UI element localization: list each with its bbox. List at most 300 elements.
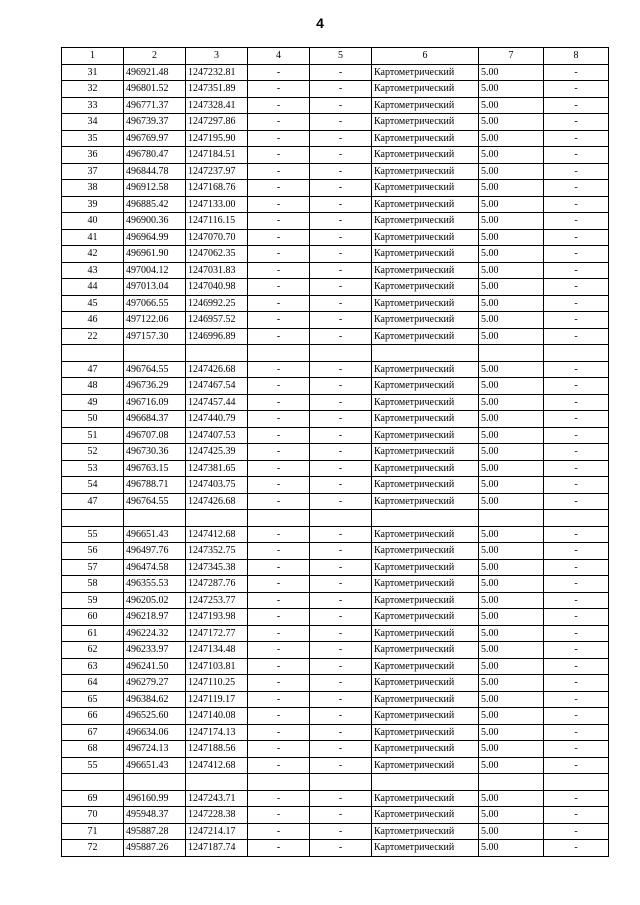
- x-coordinate-cell: 496780.47: [124, 147, 186, 164]
- x-coordinate-cell: 496205.02: [124, 592, 186, 609]
- col5-cell: -: [310, 147, 372, 164]
- point-number-cell: 59: [62, 592, 124, 609]
- x-coordinate-cell: 495887.26: [124, 840, 186, 857]
- col4-cell: -: [248, 790, 310, 807]
- y-coordinate-cell: 1247426.68: [186, 493, 248, 510]
- col8-cell: -: [544, 576, 609, 593]
- col5-cell: -: [310, 213, 372, 230]
- method-cell: Картометрический: [372, 262, 479, 279]
- col5-cell: -: [310, 658, 372, 675]
- x-coordinate-cell: 496279.27: [124, 675, 186, 692]
- col4-cell: -: [248, 279, 310, 296]
- y-coordinate-cell: 1247440.79: [186, 411, 248, 428]
- col8-cell: -: [544, 328, 609, 345]
- y-coordinate-cell: 1246996.89: [186, 328, 248, 345]
- x-coordinate-cell: 497066.55: [124, 295, 186, 312]
- col5-cell: -: [310, 609, 372, 626]
- method-cell: Картометрический: [372, 757, 479, 774]
- col5-cell: -: [310, 493, 372, 510]
- accuracy-cell: 5.00: [479, 807, 544, 824]
- method-cell: Картометрический: [372, 840, 479, 857]
- y-coordinate-cell: 1247172.77: [186, 625, 248, 642]
- point-number-cell: 38: [62, 180, 124, 197]
- column-header: 5: [310, 48, 372, 65]
- accuracy-cell: 5.00: [479, 823, 544, 840]
- col8-cell: -: [544, 493, 609, 510]
- table-row: [62, 262, 609, 279]
- y-coordinate-cell: 1247412.68: [186, 526, 248, 543]
- col5-cell: -: [310, 576, 372, 593]
- accuracy-cell: 5.00: [479, 576, 544, 593]
- method-cell: Картометрический: [372, 460, 479, 477]
- y-coordinate-cell: 1247187.74: [186, 840, 248, 857]
- col4-cell: -: [248, 147, 310, 164]
- y-coordinate-cell: 1247110.25: [186, 675, 248, 692]
- table-row: [62, 279, 609, 296]
- point-number-cell: 55: [62, 757, 124, 774]
- accuracy-cell: 5.00: [479, 411, 544, 428]
- point-number-cell: 35: [62, 130, 124, 147]
- method-cell: Картометрический: [372, 691, 479, 708]
- column-header: 2: [124, 48, 186, 65]
- col8-cell: -: [544, 477, 609, 494]
- y-coordinate-cell: 1247119.17: [186, 691, 248, 708]
- accuracy-cell: 5.00: [479, 840, 544, 857]
- point-number-cell: 43: [62, 262, 124, 279]
- col8-cell: [544, 774, 609, 791]
- col4-cell: [248, 510, 310, 527]
- accuracy-cell: 5.00: [479, 312, 544, 329]
- y-coordinate-cell: 1247381.65: [186, 460, 248, 477]
- point-number-cell: 33: [62, 97, 124, 114]
- method-cell: Картометрический: [372, 807, 479, 824]
- table-row: [62, 97, 609, 114]
- table-row: [62, 559, 609, 576]
- accuracy-cell: 5.00: [479, 609, 544, 626]
- coordinates-table: [61, 47, 609, 857]
- point-number-cell: 69: [62, 790, 124, 807]
- method-cell: Картометрический: [372, 576, 479, 593]
- point-number-cell: 62: [62, 642, 124, 659]
- accuracy-cell: 5.00: [479, 328, 544, 345]
- point-number-cell: 48: [62, 378, 124, 395]
- col4-cell: -: [248, 460, 310, 477]
- col4-cell: -: [248, 840, 310, 857]
- method-cell: [372, 345, 479, 362]
- table-row: [62, 114, 609, 131]
- col8-cell: -: [544, 81, 609, 98]
- col8-cell: -: [544, 675, 609, 692]
- col5-cell: -: [310, 543, 372, 560]
- point-number-cell: 65: [62, 691, 124, 708]
- method-cell: Картометрический: [372, 246, 479, 263]
- col4-cell: -: [248, 708, 310, 725]
- col4-cell: -: [248, 625, 310, 642]
- col4-cell: -: [248, 741, 310, 758]
- point-number-cell: 32: [62, 81, 124, 98]
- table-row: [62, 658, 609, 675]
- col4-cell: -: [248, 427, 310, 444]
- point-number-cell: 37: [62, 163, 124, 180]
- point-number-cell: [62, 774, 124, 791]
- y-coordinate-cell: 1246957.52: [186, 312, 248, 329]
- table-row: [62, 427, 609, 444]
- col4-cell: -: [248, 229, 310, 246]
- method-cell: Картометрический: [372, 97, 479, 114]
- col4-cell: -: [248, 658, 310, 675]
- y-coordinate-cell: 1247140.08: [186, 708, 248, 725]
- method-cell: Картометрический: [372, 559, 479, 576]
- x-coordinate-cell: 496634.06: [124, 724, 186, 741]
- method-cell: Картометрический: [372, 81, 479, 98]
- accuracy-cell: 5.00: [479, 741, 544, 758]
- y-coordinate-cell: 1247426.68: [186, 361, 248, 378]
- x-coordinate-cell: 496707.08: [124, 427, 186, 444]
- y-coordinate-cell: 1247134.48: [186, 642, 248, 659]
- point-number-cell: 45: [62, 295, 124, 312]
- table-row: [62, 64, 609, 81]
- method-cell: Картометрический: [372, 493, 479, 510]
- col4-cell: [248, 345, 310, 362]
- method-cell: Картометрический: [372, 675, 479, 692]
- point-number-cell: 70: [62, 807, 124, 824]
- table-body: [62, 48, 609, 857]
- point-number-cell: 61: [62, 625, 124, 642]
- col4-cell: -: [248, 361, 310, 378]
- col5-cell: -: [310, 675, 372, 692]
- table-row: [62, 543, 609, 560]
- table-row: [62, 246, 609, 263]
- col8-cell: -: [544, 180, 609, 197]
- method-cell: Картометрический: [372, 295, 479, 312]
- accuracy-cell: 5.00: [479, 477, 544, 494]
- y-coordinate-cell: 1247243.71: [186, 790, 248, 807]
- accuracy-cell: 5.00: [479, 81, 544, 98]
- accuracy-cell: 5.00: [479, 543, 544, 560]
- col4-cell: -: [248, 64, 310, 81]
- method-cell: Картометрический: [372, 642, 479, 659]
- col5-cell: -: [310, 114, 372, 131]
- col5-cell: -: [310, 741, 372, 758]
- col4-cell: -: [248, 823, 310, 840]
- x-coordinate-cell: 496801.52: [124, 81, 186, 98]
- col4-cell: -: [248, 724, 310, 741]
- col5-cell: -: [310, 840, 372, 857]
- method-cell: Картометрический: [372, 427, 479, 444]
- accuracy-cell: 5.00: [479, 130, 544, 147]
- table-row: [62, 295, 609, 312]
- accuracy-cell: 5.00: [479, 196, 544, 213]
- accuracy-cell: 5.00: [479, 592, 544, 609]
- x-coordinate-cell: 496384.62: [124, 691, 186, 708]
- col8-cell: -: [544, 642, 609, 659]
- x-coordinate-cell: 496651.43: [124, 757, 186, 774]
- accuracy-cell: 5.00: [479, 427, 544, 444]
- y-coordinate-cell: 1247328.41: [186, 97, 248, 114]
- table-row: [62, 213, 609, 230]
- method-cell: Картометрический: [372, 312, 479, 329]
- accuracy-cell: 5.00: [479, 114, 544, 131]
- method-cell: Картометрический: [372, 543, 479, 560]
- accuracy-cell: 5.00: [479, 361, 544, 378]
- table-row: [62, 229, 609, 246]
- point-number-cell: 53: [62, 460, 124, 477]
- method-cell: Картометрический: [372, 790, 479, 807]
- col4-cell: -: [248, 477, 310, 494]
- col5-cell: -: [310, 196, 372, 213]
- table-row: [62, 708, 609, 725]
- col8-cell: -: [544, 427, 609, 444]
- accuracy-cell: [479, 774, 544, 791]
- accuracy-cell: 5.00: [479, 658, 544, 675]
- y-coordinate-cell: 1247345.38: [186, 559, 248, 576]
- col8-cell: -: [544, 163, 609, 180]
- table-row: [62, 444, 609, 461]
- table-row: [62, 163, 609, 180]
- y-coordinate-cell: 1247133.00: [186, 196, 248, 213]
- y-coordinate-cell: 1247297.86: [186, 114, 248, 131]
- col5-cell: -: [310, 262, 372, 279]
- method-cell: [372, 510, 479, 527]
- method-cell: Картометрический: [372, 625, 479, 642]
- col5-cell: -: [310, 246, 372, 263]
- x-coordinate-cell: 496233.97: [124, 642, 186, 659]
- y-coordinate-cell: 1247425.39: [186, 444, 248, 461]
- col5-cell: -: [310, 295, 372, 312]
- accuracy-cell: 5.00: [479, 460, 544, 477]
- col4-cell: -: [248, 378, 310, 395]
- col4-cell: -: [248, 328, 310, 345]
- method-cell: Картометрический: [372, 444, 479, 461]
- col4-cell: -: [248, 411, 310, 428]
- x-coordinate-cell: 496764.55: [124, 493, 186, 510]
- y-coordinate-cell: 1247467.54: [186, 378, 248, 395]
- point-number-cell: 52: [62, 444, 124, 461]
- x-coordinate-cell: 496961.90: [124, 246, 186, 263]
- col8-cell: -: [544, 130, 609, 147]
- x-coordinate-cell: [124, 510, 186, 527]
- col5-cell: -: [310, 97, 372, 114]
- col5-cell: -: [310, 444, 372, 461]
- y-coordinate-cell: 1247040.98: [186, 279, 248, 296]
- point-number-cell: 47: [62, 493, 124, 510]
- col8-cell: -: [544, 559, 609, 576]
- x-coordinate-cell: 496241.50: [124, 658, 186, 675]
- col5-cell: -: [310, 757, 372, 774]
- table-row: [62, 361, 609, 378]
- col8-cell: -: [544, 460, 609, 477]
- col5-cell: -: [310, 807, 372, 824]
- col8-cell: -: [544, 246, 609, 263]
- table-row: [62, 81, 609, 98]
- x-coordinate-cell: 496912.58: [124, 180, 186, 197]
- x-coordinate-cell: 496224.32: [124, 625, 186, 642]
- table-row: [62, 526, 609, 543]
- y-coordinate-cell: 1247184.51: [186, 147, 248, 164]
- column-header: 4: [248, 48, 310, 65]
- column-header: 8: [544, 48, 609, 65]
- y-coordinate-cell: 1247103.81: [186, 658, 248, 675]
- col5-cell: -: [310, 427, 372, 444]
- col8-cell: -: [544, 262, 609, 279]
- x-coordinate-cell: 497013.04: [124, 279, 186, 296]
- col5-cell: -: [310, 460, 372, 477]
- col8-cell: -: [544, 823, 609, 840]
- col4-cell: [248, 774, 310, 791]
- col5-cell: -: [310, 477, 372, 494]
- method-cell: Картометрический: [372, 378, 479, 395]
- col4-cell: -: [248, 757, 310, 774]
- col8-cell: -: [544, 724, 609, 741]
- col5-cell: -: [310, 312, 372, 329]
- col4-cell: -: [248, 807, 310, 824]
- accuracy-cell: [479, 510, 544, 527]
- accuracy-cell: 5.00: [479, 394, 544, 411]
- accuracy-cell: [479, 345, 544, 362]
- x-coordinate-cell: 496964.99: [124, 229, 186, 246]
- method-cell: Картометрический: [372, 741, 479, 758]
- x-coordinate-cell: 496921.48: [124, 64, 186, 81]
- x-coordinate-cell: [124, 345, 186, 362]
- method-cell: Картометрический: [372, 477, 479, 494]
- col5-cell: -: [310, 526, 372, 543]
- col4-cell: -: [248, 312, 310, 329]
- col8-cell: -: [544, 691, 609, 708]
- point-number-cell: 46: [62, 312, 124, 329]
- col5-cell: -: [310, 64, 372, 81]
- table-row: [62, 576, 609, 593]
- point-number-cell: 51: [62, 427, 124, 444]
- col5-cell: -: [310, 823, 372, 840]
- point-number-cell: 63: [62, 658, 124, 675]
- x-coordinate-cell: 496788.71: [124, 477, 186, 494]
- col8-cell: -: [544, 361, 609, 378]
- method-cell: Картометрический: [372, 213, 479, 230]
- table-row: [62, 477, 609, 494]
- col4-cell: -: [248, 576, 310, 593]
- col4-cell: -: [248, 394, 310, 411]
- col8-cell: -: [544, 411, 609, 428]
- col4-cell: -: [248, 559, 310, 576]
- point-number-cell: 41: [62, 229, 124, 246]
- y-coordinate-cell: 1247228.38: [186, 807, 248, 824]
- y-coordinate-cell: 1247116.15: [186, 213, 248, 230]
- accuracy-cell: 5.00: [479, 378, 544, 395]
- method-cell: Картометрический: [372, 394, 479, 411]
- point-number-cell: 67: [62, 724, 124, 741]
- col8-cell: -: [544, 444, 609, 461]
- point-number-cell: 57: [62, 559, 124, 576]
- x-coordinate-cell: 496651.43: [124, 526, 186, 543]
- table-row: [62, 130, 609, 147]
- col4-cell: -: [248, 675, 310, 692]
- accuracy-cell: 5.00: [479, 229, 544, 246]
- table-row: [62, 757, 609, 774]
- col5-cell: -: [310, 279, 372, 296]
- accuracy-cell: 5.00: [479, 262, 544, 279]
- col8-cell: -: [544, 147, 609, 164]
- col4-cell: -: [248, 295, 310, 312]
- y-coordinate-cell: 1247253.77: [186, 592, 248, 609]
- col5-cell: -: [310, 378, 372, 395]
- col8-cell: -: [544, 312, 609, 329]
- col5-cell: -: [310, 592, 372, 609]
- x-coordinate-cell: 496764.55: [124, 361, 186, 378]
- accuracy-cell: 5.00: [479, 180, 544, 197]
- col5-cell: -: [310, 708, 372, 725]
- table-row: [62, 147, 609, 164]
- col8-cell: -: [544, 708, 609, 725]
- col8-cell: -: [544, 295, 609, 312]
- x-coordinate-cell: 496730.36: [124, 444, 186, 461]
- column-header: 6: [372, 48, 479, 65]
- point-number-cell: 44: [62, 279, 124, 296]
- table-row: [62, 411, 609, 428]
- y-coordinate-cell: 1247351.89: [186, 81, 248, 98]
- accuracy-cell: 5.00: [479, 642, 544, 659]
- accuracy-cell: 5.00: [479, 757, 544, 774]
- point-number-cell: [62, 345, 124, 362]
- accuracy-cell: 5.00: [479, 708, 544, 725]
- point-number-cell: 58: [62, 576, 124, 593]
- accuracy-cell: 5.00: [479, 163, 544, 180]
- point-number-cell: 42: [62, 246, 124, 263]
- table-row: [62, 840, 609, 857]
- y-coordinate-cell: 1247214.17: [186, 823, 248, 840]
- y-coordinate-cell: 1247287.76: [186, 576, 248, 593]
- col8-cell: -: [544, 790, 609, 807]
- col5-cell: -: [310, 361, 372, 378]
- x-coordinate-cell: 496160.99: [124, 790, 186, 807]
- col4-cell: -: [248, 592, 310, 609]
- x-coordinate-cell: 496724.13: [124, 741, 186, 758]
- y-coordinate-cell: 1247403.75: [186, 477, 248, 494]
- method-cell: Картометрический: [372, 411, 479, 428]
- method-cell: Картометрический: [372, 658, 479, 675]
- table-row: [62, 180, 609, 197]
- page-number: 4: [316, 15, 324, 31]
- col5-cell: -: [310, 328, 372, 345]
- x-coordinate-cell: 496763.15: [124, 460, 186, 477]
- x-coordinate-cell: 496769.97: [124, 130, 186, 147]
- table-row: [62, 724, 609, 741]
- x-coordinate-cell: 497004.12: [124, 262, 186, 279]
- header-row: [62, 48, 609, 65]
- x-coordinate-cell: 496739.37: [124, 114, 186, 131]
- method-cell: Картометрический: [372, 823, 479, 840]
- col4-cell: -: [248, 642, 310, 659]
- col8-cell: -: [544, 543, 609, 560]
- method-cell: Картометрический: [372, 130, 479, 147]
- x-coordinate-cell: 496736.29: [124, 378, 186, 395]
- col8-cell: -: [544, 592, 609, 609]
- method-cell: Картометрический: [372, 180, 479, 197]
- y-coordinate-cell: 1247031.83: [186, 262, 248, 279]
- y-coordinate-cell: 1247062.35: [186, 246, 248, 263]
- x-coordinate-cell: 495948.37: [124, 807, 186, 824]
- col8-cell: -: [544, 807, 609, 824]
- point-number-cell: 36: [62, 147, 124, 164]
- point-number-cell: 54: [62, 477, 124, 494]
- table-row: [62, 493, 609, 510]
- table-row: [62, 460, 609, 477]
- col4-cell: -: [248, 196, 310, 213]
- column-header: 3: [186, 48, 248, 65]
- point-number-cell: 56: [62, 543, 124, 560]
- method-cell: Картометрический: [372, 64, 479, 81]
- col4-cell: -: [248, 81, 310, 98]
- col8-cell: -: [544, 114, 609, 131]
